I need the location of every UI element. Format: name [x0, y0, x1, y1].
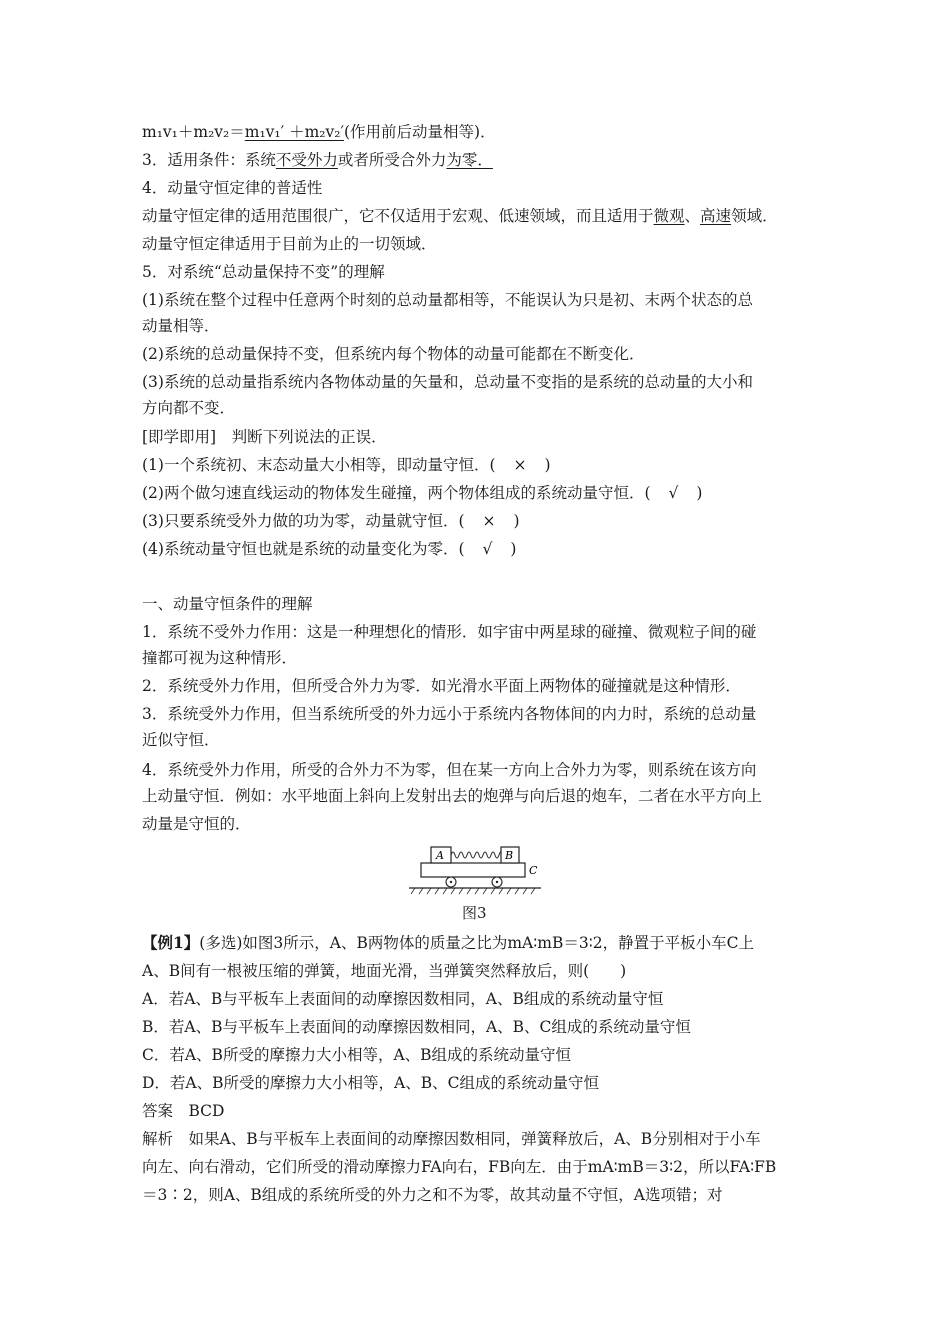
universality-heading: 4．动量守恒定律的普适性 [142, 179, 323, 197]
condition-line [142, 147, 505, 173]
option-b: B．若A、B与平板车上表面间的动摩擦因数相同，A、B、C组成的系统动量守恒 [142, 1018, 691, 1036]
section-point-1-b: 撞都可视为这种情形． [142, 649, 298, 667]
quiz-heading: [即学即用] 判断下列说法的正误． [142, 428, 387, 446]
check-mark-icon: √ [668, 484, 679, 502]
range-suffix: 领域． [731, 207, 778, 225]
quiz-item-close: ) [696, 484, 703, 502]
condition-blank-1: 不受外力 [275, 151, 338, 169]
range-sep: 、 [684, 207, 701, 225]
point-1-line-b: 动量相等． [142, 317, 220, 335]
momentum-formula-line [142, 119, 496, 145]
quiz-item [142, 536, 516, 562]
wrong-mark-icon: × [513, 456, 527, 474]
ground-hatch [411, 888, 535, 894]
section-point-4-b: 上动量守恒．例如：水平地面上斜向上发射出去的炮弹与向后退的炮车，二者在水平方向上 [142, 787, 763, 805]
figure-caption: 图3 [462, 904, 487, 922]
range-line [142, 203, 778, 229]
point-3-line-a: (3)系统的总动量指系统内各物体动量的矢量和，总动量不变指的是系统的总动量的大小和 [142, 373, 753, 391]
condition-blank-2: 为零． [446, 151, 493, 169]
condition-mid: 或者所受合外力 [337, 151, 447, 169]
section-point-2: 2．系统受外力作用，但所受合外力为零．如光滑水平面上两物体的碰撞就是这种情形． [142, 677, 741, 695]
point-1-line-a: (1)系统在整个过程中任意两个时刻的总动量都相等，不能误认为只是初、末两个状态的总 [142, 291, 753, 309]
range-blank-fast: 高速 [700, 207, 732, 225]
quiz-item-close: ) [544, 456, 551, 474]
range-blank-micro: 微观 [653, 207, 685, 225]
all-fields-line: 动量守恒定律适用于目前为止的一切领域． [142, 235, 437, 253]
check-mark-icon: √ [482, 540, 493, 558]
wheel-hub-right [496, 881, 498, 883]
option-c: C．若A、B所受的摩擦力大小相等，A、B组成的系统动量守恒 [142, 1046, 572, 1064]
section-point-4-a: 4．系统受外力作用，所受的合外力不为零，但在某一方向上合外力为零，则系统在该方向 [142, 761, 757, 779]
section-title: 一、动量守恒条件的理解 [142, 595, 313, 613]
example-line-1 [142, 930, 754, 956]
analysis-line-1: 解析 如果A、B与平板车上表面间的动摩擦因数相同，弹簧释放后，A、B分别相对于小车 [142, 1130, 761, 1148]
wrong-mark-icon: × [482, 512, 496, 530]
label-b: B [505, 849, 514, 862]
label-c: C [529, 864, 538, 877]
section-point-1-a: 1．系统不受外力作用：这是一种理想化的情形．如宇宙中两星球的碰撞、微观粒子间的碰 [142, 623, 757, 641]
section-point-4-c: 动量是守恒的． [142, 815, 251, 833]
point-3-line-b: 方向都不变． [142, 399, 236, 417]
compressed-spring [451, 852, 501, 858]
section-point-3-b: 近似守恒． [142, 731, 220, 749]
option-a: A．若A、B与平板车上表面间的动摩擦因数相同，A、B组成的系统动量守恒 [142, 990, 664, 1008]
condition-prefix: 3．适用条件：系统 [142, 151, 276, 169]
understanding-heading: 5．对系统“总动量保持不变”的理解 [142, 263, 385, 281]
option-d: D．若A、B所受的摩擦力大小相等，A、B、C组成的系统动量守恒 [142, 1074, 599, 1092]
label-a: A [436, 849, 444, 862]
analysis-line-2: 向左、向右滑动，它们所受的滑动摩擦力FA向右，FB向左．由于mA∶mB＝3∶2，所以FA∶FB [142, 1158, 777, 1176]
formula-note: (作用前后动量相等)． [344, 123, 496, 141]
cart-spring-figure [405, 842, 545, 898]
section-point-3-a: 3．系统受外力作用，但当系统所受的外力远小于系统内各物体间的内力时，系统的总动量 [142, 705, 757, 723]
quiz-item-text: (1)一个系统初、末态动量大小相等，即动量守恒．( [142, 456, 496, 474]
quiz-item-close: ) [513, 512, 520, 530]
range-prefix: 动量守恒定律的适用范围很广，它不仅适用于宏观、低速领域，而且适用于 [142, 207, 654, 225]
quiz-item-close: ) [510, 540, 517, 558]
example-tag: 【例1】 [142, 933, 200, 952]
point-2-line: (2)系统的总动量保持不变，但系统内每个物体的动量可能都在不断变化． [142, 345, 645, 363]
quiz-item [142, 452, 551, 478]
example-line-2: A、B间有一根被压缩的弹簧，地面光滑，当弹簧突然释放后，则( ) [142, 962, 627, 980]
wheel-hub-left [450, 881, 452, 883]
quiz-item-text: (4)系统动量守恒也就是系统的动量变化为零．( [142, 540, 465, 558]
quiz-item-text: (3)只要系统受外力做的功为零，动量就守恒．( [142, 512, 465, 530]
example-stem-1: (多选)如图3所示，A、B两物体的质量之比为mA∶mB＝3∶2，静置于平板小车C上 [199, 934, 754, 952]
quiz-item [142, 508, 520, 534]
formula-rhs: m₁v₁′ ＋m₂v₂′ [244, 123, 344, 141]
quiz-item [142, 480, 702, 506]
cart-body [421, 863, 525, 877]
analysis-line-3: ＝3∶2，则A、B组成的系统所受的外力之和不为零，故其动量不守恒，A选项错；对 [142, 1186, 723, 1204]
quiz-item-text: (2)两个做匀速直线运动的物体发生碰撞，两个物体组成的系统动量守恒．( [142, 484, 651, 502]
formula-lhs: m₁v₁＋m₂v₂＝ [142, 123, 245, 141]
answer-line: 答案 BCD [142, 1102, 225, 1120]
condition-blank-tail [493, 147, 505, 173]
